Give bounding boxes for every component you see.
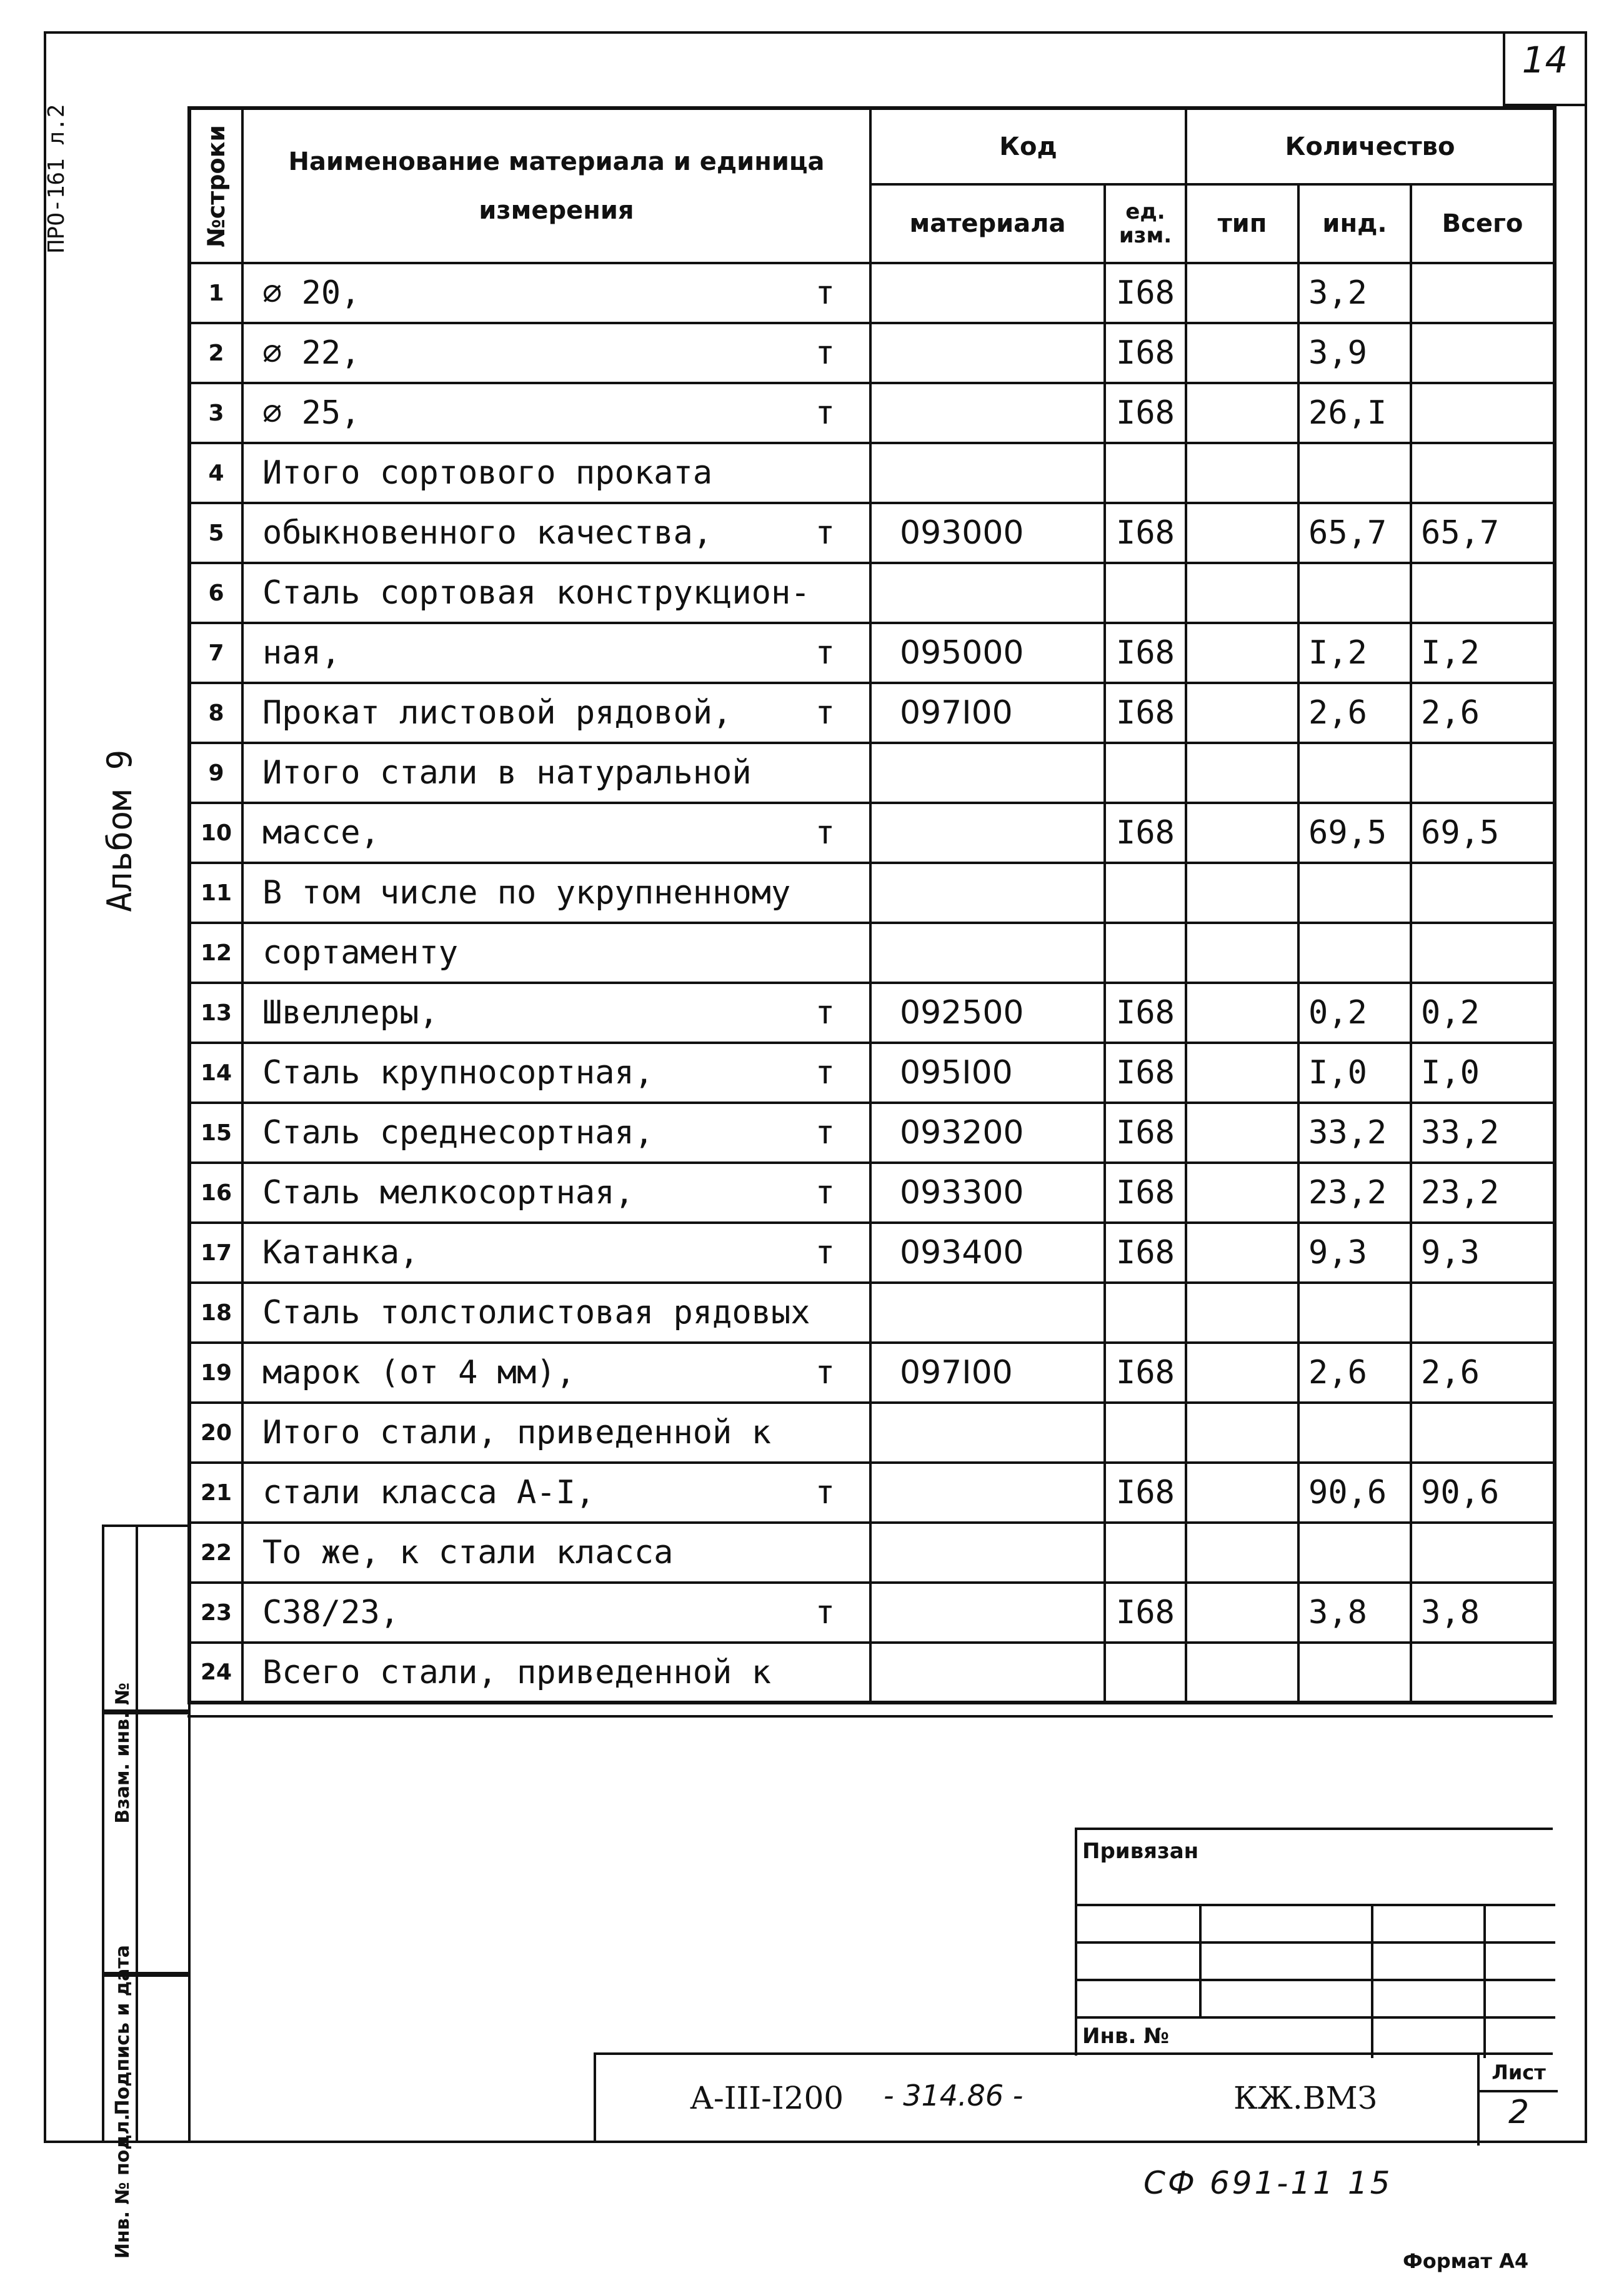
table-row — [189, 863, 1555, 923]
qty-type — [1186, 1283, 1298, 1343]
material-name-text: ⌀ 22, — [262, 334, 361, 372]
title-block-linked — [1075, 1828, 1553, 2056]
unit-label: т — [815, 1054, 835, 1092]
material-name-text: Швеллеры, — [262, 994, 439, 1032]
qty-ind: 2,6 — [1298, 683, 1411, 743]
qty-type — [1186, 1403, 1298, 1463]
table-row — [189, 383, 1555, 443]
material-code: 097I00 — [870, 683, 1105, 743]
qty-total — [1411, 1523, 1555, 1583]
row-number: 22 — [189, 1523, 242, 1583]
materials-table — [187, 106, 1557, 1704]
material-name — [242, 1523, 870, 1583]
qty-ind: 2,6 — [1298, 1343, 1411, 1403]
unit-label: т — [815, 1114, 835, 1151]
material-code: 095000 — [870, 623, 1105, 683]
material-name-text: С38/23, — [262, 1594, 400, 1631]
unit-code — [1105, 1283, 1186, 1343]
qty-total — [1411, 443, 1555, 503]
stamp-replaced-inv — [102, 1525, 191, 1824]
unit-code: I68 — [1105, 1103, 1186, 1163]
unit-code: I68 — [1105, 1343, 1186, 1403]
unit-label: т — [815, 694, 835, 732]
material-code — [870, 923, 1105, 983]
row-number: 1 — [189, 263, 242, 323]
qty-total: 65,7 — [1411, 503, 1555, 563]
qty-total: 0,2 — [1411, 983, 1555, 1043]
material-name-text: марок (от 4 мм), — [262, 1354, 575, 1391]
qty-ind: I,0 — [1298, 1043, 1411, 1103]
material-name-text: сортаменту — [262, 934, 459, 972]
table-row — [189, 1403, 1555, 1463]
stamp-signature-date — [102, 1712, 191, 2116]
qty-total — [1411, 263, 1555, 323]
unit-code: I68 — [1105, 503, 1186, 563]
qty-total — [1411, 923, 1555, 983]
material-code — [870, 803, 1105, 863]
qty-type — [1186, 1163, 1298, 1223]
unit-code — [1105, 863, 1186, 923]
unit-label: т — [815, 334, 835, 372]
qty-type — [1186, 1643, 1298, 1703]
table-row — [189, 683, 1555, 743]
qty-type — [1186, 983, 1298, 1043]
row-number: 14 — [189, 1043, 242, 1103]
material-name-text: Сталь среднесортная, — [262, 1114, 654, 1151]
unit-code: I68 — [1105, 623, 1186, 683]
qty-ind — [1298, 863, 1411, 923]
qty-type — [1186, 383, 1298, 443]
material-name — [242, 743, 870, 803]
unit-code: I68 — [1105, 1043, 1186, 1103]
material-name — [242, 1223, 870, 1283]
table-row — [189, 1283, 1555, 1343]
qty-total — [1411, 563, 1555, 623]
unit-code: I68 — [1105, 383, 1186, 443]
sheet-box — [1477, 2055, 1558, 2146]
material-code — [870, 383, 1105, 443]
qty-total: 23,2 — [1411, 1163, 1555, 1223]
material-name — [242, 923, 870, 983]
unit-code: I68 — [1105, 1163, 1186, 1223]
material-name — [242, 323, 870, 383]
unit-code: I68 — [1105, 1463, 1186, 1523]
qty-type — [1186, 563, 1298, 623]
qty-total: 9,3 — [1411, 1223, 1555, 1283]
qty-total — [1411, 1403, 1555, 1463]
qty-total — [1411, 323, 1555, 383]
material-code — [870, 863, 1105, 923]
row-number: 19 — [189, 1343, 242, 1403]
table-row — [189, 803, 1555, 863]
row-number: 23 — [189, 1583, 242, 1643]
table-row — [189, 323, 1555, 383]
title-block-main — [594, 2052, 1553, 2143]
material-code: 093300 — [870, 1163, 1105, 1223]
qty-total: I,0 — [1411, 1043, 1555, 1103]
unit-code — [1105, 923, 1186, 983]
table-row — [189, 623, 1555, 683]
row-number: 2 — [189, 323, 242, 383]
material-name — [242, 1163, 870, 1223]
material-code: 093200 — [870, 1103, 1105, 1163]
material-code: 095I00 — [870, 1043, 1105, 1103]
qty-type — [1186, 443, 1298, 503]
qty-total: 69,5 — [1411, 803, 1555, 863]
material-name-text: ⌀ 25, — [262, 394, 361, 432]
stamp-inv-original — [102, 1974, 191, 2259]
qty-type — [1186, 743, 1298, 803]
unit-code — [1105, 443, 1186, 503]
stamp-replaced-inv-label: Взам. инв. № — [112, 1683, 134, 1824]
qty-ind — [1298, 1523, 1411, 1583]
qty-ind: 3,2 — [1298, 263, 1411, 323]
table-row — [189, 263, 1555, 323]
material-name — [242, 1103, 870, 1163]
qty-total — [1411, 1283, 1555, 1343]
table-row — [189, 443, 1555, 503]
table-row — [189, 1523, 1555, 1583]
unit-label: т — [815, 1594, 835, 1631]
unit-label: т — [815, 394, 835, 432]
qty-ind: 23,2 — [1298, 1163, 1411, 1223]
qty-ind: 3,9 — [1298, 323, 1411, 383]
row-number: 7 — [189, 623, 242, 683]
sheet-label: Лист — [1480, 2055, 1558, 2092]
unit-label: т — [815, 1174, 835, 1211]
material-code — [870, 323, 1105, 383]
qty-total — [1411, 863, 1555, 923]
doc-number: А-III-I200 — [690, 2080, 844, 2116]
material-name-text: обыкновенного качества, — [262, 514, 713, 552]
row-number: 9 — [189, 743, 242, 803]
qty-type — [1186, 263, 1298, 323]
material-name — [242, 1643, 870, 1703]
material-name — [242, 1043, 870, 1103]
material-code: 093000 — [870, 503, 1105, 563]
unit-code — [1105, 743, 1186, 803]
material-name — [242, 563, 870, 623]
unit-code: I68 — [1105, 1223, 1186, 1283]
material-code — [870, 1403, 1105, 1463]
qty-type — [1186, 323, 1298, 383]
qty-ind: 69,5 — [1298, 803, 1411, 863]
unit-code: I68 — [1105, 323, 1186, 383]
row-number: 8 — [189, 683, 242, 743]
qty-ind — [1298, 1643, 1411, 1703]
sheet-number: 14 — [1522, 39, 1568, 81]
row-number: 21 — [189, 1463, 242, 1523]
row-number: 3 — [189, 383, 242, 443]
qty-total: 90,6 — [1411, 1463, 1555, 1523]
qty-type — [1186, 803, 1298, 863]
qty-ind: 9,3 — [1298, 1223, 1411, 1283]
unit-code: I68 — [1105, 983, 1186, 1043]
material-code — [870, 1283, 1105, 1343]
material-code: 097I00 — [870, 1343, 1105, 1403]
material-name-text: Сталь сортовая конструкцион- — [262, 574, 810, 612]
material-name-text: Катанка, — [262, 1234, 419, 1271]
material-name-text: ная, — [262, 634, 341, 672]
doc-mark: КЖ.ВМЗ — [1233, 2080, 1377, 2116]
header-qty-group: Количество — [1186, 108, 1555, 184]
qty-ind: 0,2 — [1298, 983, 1411, 1043]
stamp-inv-original-label: Инв. № подл. — [112, 2114, 134, 2259]
unit-label: т — [815, 274, 835, 312]
unit-code — [1105, 1643, 1186, 1703]
material-name — [242, 623, 870, 683]
unit-label: т — [815, 1234, 835, 1271]
qty-total: 33,2 — [1411, 1103, 1555, 1163]
format-label: Формат А4 — [1403, 2249, 1529, 2273]
table-row — [189, 503, 1555, 563]
qty-type — [1186, 683, 1298, 743]
qty-type — [1186, 1523, 1298, 1583]
qty-total — [1411, 1643, 1555, 1703]
unit-label: т — [815, 1474, 835, 1511]
table-row — [189, 1103, 1555, 1163]
table-row — [189, 563, 1555, 623]
qty-ind — [1298, 1403, 1411, 1463]
qty-ind — [1298, 563, 1411, 623]
material-code — [870, 1523, 1105, 1583]
album-label: Альбом 9 — [100, 749, 139, 912]
material-name-text: стали класса А-I, — [262, 1474, 595, 1511]
qty-ind — [1298, 1283, 1411, 1343]
qty-type — [1186, 1043, 1298, 1103]
qty-total: 2,6 — [1411, 1343, 1555, 1403]
qty-ind — [1298, 923, 1411, 983]
table-row — [189, 983, 1555, 1043]
material-name — [242, 1283, 870, 1343]
material-name-text: ⌀ 20, — [262, 274, 361, 312]
material-code — [870, 563, 1105, 623]
table-row — [189, 1163, 1555, 1223]
material-code — [870, 263, 1105, 323]
material-name — [242, 503, 870, 563]
table-row — [189, 1043, 1555, 1103]
row-number: 18 — [189, 1283, 242, 1343]
side-code: ПРО-161 л.2 — [44, 104, 69, 253]
header-code-material: материала — [870, 184, 1105, 263]
table-row — [189, 1463, 1555, 1523]
material-name — [242, 443, 870, 503]
material-name — [242, 803, 870, 863]
table-row — [189, 1223, 1555, 1283]
unit-code: I68 — [1105, 1583, 1186, 1643]
row-number: 11 — [189, 863, 242, 923]
material-name — [242, 1463, 870, 1523]
row-number: 13 — [189, 983, 242, 1043]
unit-code: I68 — [1105, 683, 1186, 743]
qty-ind: 26,I — [1298, 383, 1411, 443]
qty-type — [1186, 1223, 1298, 1283]
material-code — [870, 743, 1105, 803]
material-name-text: Всего стали, приведенной к — [262, 1653, 771, 1691]
stamp-signature-date-label: Подпись и дата — [112, 1945, 134, 2116]
unit-code: I68 — [1105, 263, 1186, 323]
qty-type — [1186, 863, 1298, 923]
unit-code — [1105, 1403, 1186, 1463]
header-code-unit: ед. изм. — [1105, 184, 1186, 263]
qty-ind: 90,6 — [1298, 1463, 1411, 1523]
header-name: Наименование материала и единица измерения — [242, 108, 870, 263]
row-number: 17 — [189, 1223, 242, 1283]
material-name — [242, 983, 870, 1043]
unit-label: т — [815, 514, 835, 552]
qty-type — [1186, 1583, 1298, 1643]
row-number: 15 — [189, 1103, 242, 1163]
qty-total: 3,8 — [1411, 1583, 1555, 1643]
qty-total — [1411, 743, 1555, 803]
unit-code — [1105, 563, 1186, 623]
doc-number-handwritten: - 314.86 - — [884, 2079, 1024, 2112]
material-code — [870, 1463, 1105, 1523]
qty-type — [1186, 623, 1298, 683]
row-number: 4 — [189, 443, 242, 503]
row-number: 20 — [189, 1403, 242, 1463]
qty-type — [1186, 1343, 1298, 1403]
material-name-text: Итого стали в натуральной — [262, 754, 752, 792]
table-row — [189, 923, 1555, 983]
sheet-value: 2 — [1508, 2094, 1530, 2131]
material-name-text: То же, к стали класса — [262, 1534, 674, 1571]
material-name-text: Прокат листовой рядовой, — [262, 694, 732, 732]
header-qty-ind: инд. — [1298, 184, 1411, 263]
linked-label: Привязан — [1082, 1839, 1199, 1864]
row-number: 6 — [189, 563, 242, 623]
qty-ind: I,2 — [1298, 623, 1411, 683]
unit-label: т — [815, 634, 835, 672]
qty-ind: 33,2 — [1298, 1103, 1411, 1163]
header-row-number: №строки — [189, 108, 242, 263]
qty-total: 2,6 — [1411, 683, 1555, 743]
table-row — [189, 1583, 1555, 1643]
material-name-text: Сталь толстолистовая рядовых — [262, 1294, 810, 1331]
qty-ind: 3,8 — [1298, 1583, 1411, 1643]
material-name — [242, 1403, 870, 1463]
row-number: 16 — [189, 1163, 242, 1223]
unit-label: т — [815, 994, 835, 1032]
qty-ind — [1298, 443, 1411, 503]
qty-ind — [1298, 743, 1411, 803]
material-code: 093400 — [870, 1223, 1105, 1283]
inv-no-label: Инв. № — [1082, 2024, 1170, 2049]
qty-total — [1411, 383, 1555, 443]
unit-code: I68 — [1105, 803, 1186, 863]
table-row — [189, 1643, 1555, 1703]
material-name-text: В том числе по укрупненному — [262, 874, 791, 912]
material-name-text: Сталь мелкосортная, — [262, 1174, 634, 1211]
row-number: 10 — [189, 803, 242, 863]
material-code: 092500 — [870, 983, 1105, 1043]
unit-code — [1105, 1523, 1186, 1583]
material-name — [242, 1343, 870, 1403]
header-code-group: Код — [870, 108, 1186, 184]
material-name — [242, 263, 870, 323]
material-name — [242, 863, 870, 923]
qty-type — [1186, 923, 1298, 983]
qty-type — [1186, 503, 1298, 563]
row-number: 12 — [189, 923, 242, 983]
material-code — [870, 1583, 1105, 1643]
row-number: 5 — [189, 503, 242, 563]
header-qty-total: Всего — [1411, 184, 1555, 263]
material-name — [242, 383, 870, 443]
qty-total: I,2 — [1411, 623, 1555, 683]
material-code — [870, 443, 1105, 503]
material-name-text: массе, — [262, 814, 380, 852]
material-name-text: Итого сортового проката — [262, 454, 713, 492]
qty-ind: 65,7 — [1298, 503, 1411, 563]
unit-label: т — [815, 814, 835, 852]
qty-type — [1186, 1463, 1298, 1523]
material-code — [870, 1643, 1105, 1703]
table-row — [189, 743, 1555, 803]
qty-type — [1186, 1103, 1298, 1163]
unit-label: т — [815, 1354, 835, 1391]
row-number: 24 — [189, 1643, 242, 1703]
material-name-text: Сталь крупносортная, — [262, 1054, 654, 1092]
material-name — [242, 1583, 870, 1643]
table-row — [189, 1343, 1555, 1403]
material-name-text: Итого стали, приведенной к — [262, 1414, 771, 1451]
material-name — [242, 683, 870, 743]
header-qty-type: тип — [1186, 184, 1298, 263]
handwritten-code: СФ 691-11 15 — [1143, 2165, 1393, 2201]
